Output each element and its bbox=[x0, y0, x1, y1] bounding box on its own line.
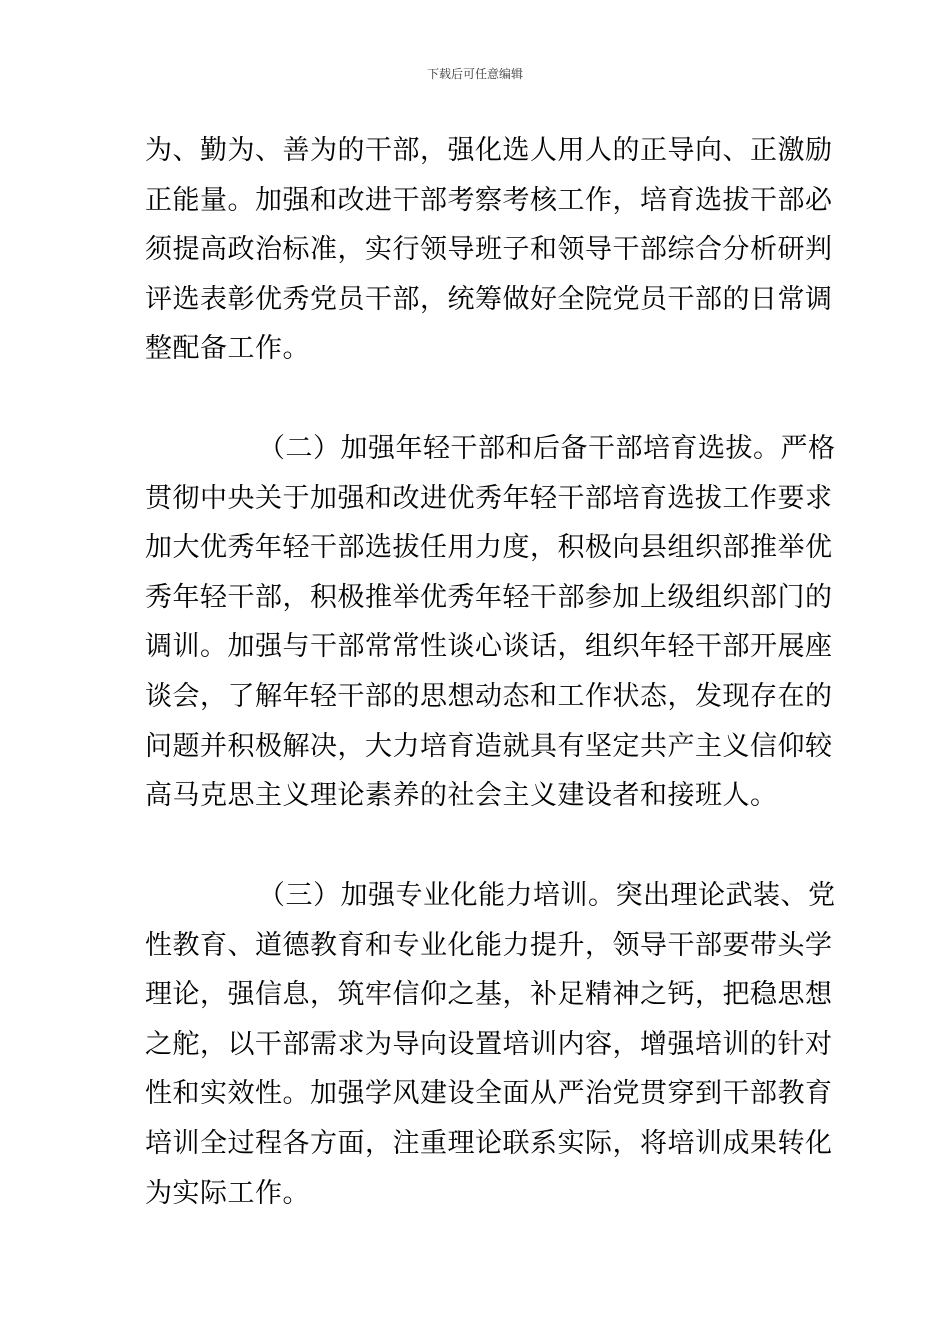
text-line: 整配备工作。 bbox=[145, 333, 310, 365]
text-line: 加大优秀年轻干部选拔任用力度，积极向县组织部推举优 bbox=[145, 532, 833, 564]
text-line-first: （二）加强年轻干部和后备干部培育选拔。严格 bbox=[258, 433, 836, 464]
text-line: 性和实效性。加强学风建设全面从严治党贯穿到干部教育 bbox=[145, 1078, 833, 1110]
text-line-first: （三）加强专业化能力培训。突出理论武装、党 bbox=[258, 880, 836, 911]
text-line: 须提高政治标准，实行领导班子和领导干部综合分析研判 bbox=[145, 234, 833, 266]
text-line: 高马克思主义理论素养的社会主义建设者和接班人。 bbox=[145, 780, 778, 812]
text-line: 秀年轻干部，积极推举优秀年轻干部参加上级组织部门的 bbox=[145, 581, 833, 613]
text-line: 性教育、道德教育和专业化能力提升，领导干部要带头学 bbox=[145, 929, 833, 961]
text-line: 之舵，以干部需求为导向设置培训内容，增强培训的针对 bbox=[145, 1028, 833, 1060]
text-line: 理论，强信息，筑牢信仰之基，补足精神之钙，把稳思想 bbox=[145, 979, 833, 1011]
text-line: 贯彻中央关于加强和改进优秀年轻干部培育选拔工作要求 bbox=[145, 482, 833, 514]
page-header-note: 下载后可任意编辑 bbox=[426, 67, 523, 81]
text-line: 培训全过程各方面，注重理论联系实际，将培训成果转化 bbox=[145, 1127, 833, 1159]
text-line: 为、勤为、善为的干部，强化选人用人的正导向、正激励 bbox=[145, 135, 833, 166]
paragraph-young-cadre-training bbox=[145, 424, 836, 821]
paragraph-professional-training bbox=[145, 871, 836, 1218]
text-line: 问题并积极解决，大力培育造就具有坚定共产主义信仰较 bbox=[145, 730, 833, 762]
text-line: 正能量。加强和改进干部考察考核工作，培育选拔干部必 bbox=[145, 184, 833, 216]
text-line: 调训。加强与干部常常性谈心谈话，组织年轻干部开展座 bbox=[145, 631, 833, 663]
text-line: 谈会，了解年轻干部的思想动态和工作状态，发现存在的 bbox=[145, 680, 833, 712]
text-line: 为实际工作。 bbox=[145, 1177, 310, 1209]
paragraph-cadre-selection-continued bbox=[145, 126, 833, 374]
text-line: 评选表彰优秀党员干部，统筹做好全院党员干部的日常调 bbox=[145, 283, 833, 315]
